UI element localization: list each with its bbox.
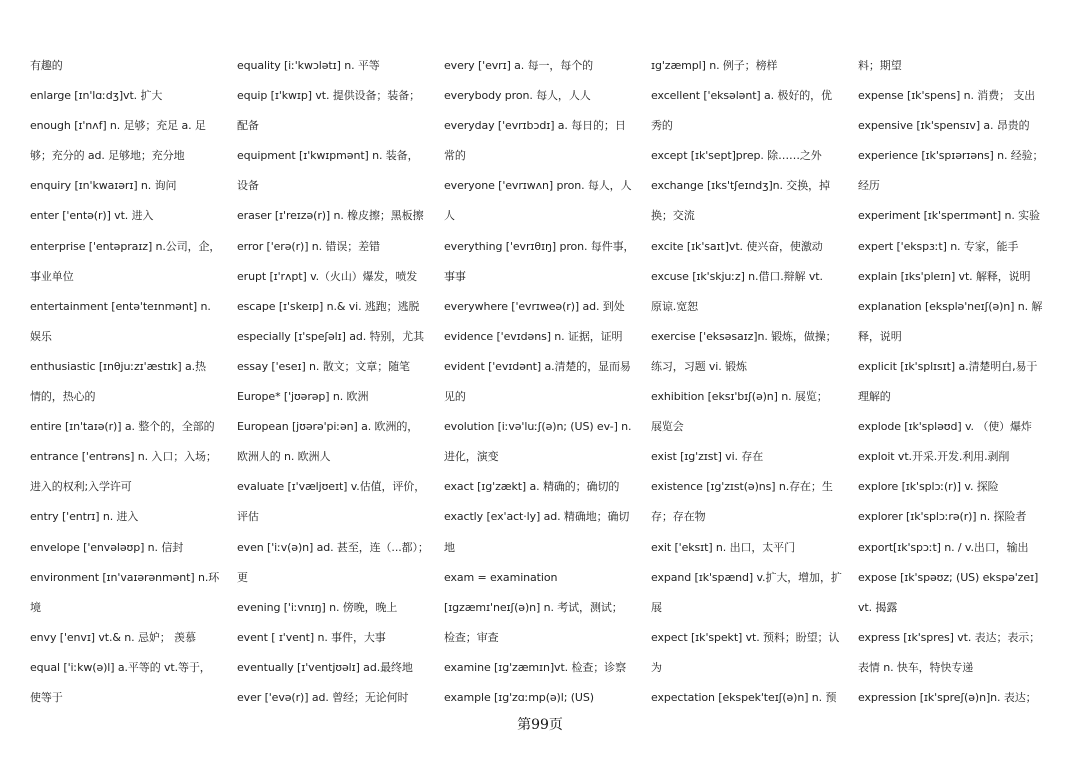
entry-line: enquiry [ɪn'kwaɪərɪ] n. 询问 bbox=[30, 179, 177, 193]
entry-line: exist [ɪg'zɪst] vi. 存在 bbox=[651, 450, 764, 464]
entry-line: enterprise ['entəpraɪz] n.公司，企， bbox=[30, 239, 221, 253]
entry-line: ɪg'zæmpl] n. 例子；榜样 bbox=[651, 59, 778, 72]
entry-line: vt. 揭露 bbox=[858, 600, 898, 614]
entry-line: European [jʊərə'piːən] a. 欧洲的， bbox=[237, 420, 419, 434]
entry-line: explicit [ɪk'splɪsɪt] a.清楚明白,易于 bbox=[858, 359, 1038, 373]
entry-line: expand [ɪk'spænd] v.扩大，增加，扩 bbox=[651, 570, 842, 584]
entry-line: every ['evrɪ] a. 每一，每个的 bbox=[444, 59, 593, 72]
page-number: 第99页 bbox=[517, 717, 563, 733]
entry-line: explanation [eksplə'neɪʃ(ə)n] n. 解 bbox=[858, 299, 1043, 313]
entry-line: excellent ['eksələnt] a. 极好的，优 bbox=[651, 89, 832, 103]
entry-line: existence [ɪg'zɪst(ə)ns] n.存在；生 bbox=[651, 480, 833, 494]
entry-line: equip [ɪ'kwɪp] vt. 提供设备；装备； bbox=[237, 89, 420, 103]
entry-line: express [ɪk'spres] vt. 表达；表示； bbox=[858, 630, 1041, 644]
entry-line: 够；充分的 ad. 足够地；充分地 bbox=[30, 149, 185, 163]
entry-line: exhibition [eksɪ'bɪʃ(ə)n] n. 展览； bbox=[651, 390, 828, 404]
entry-line: 料；期望 bbox=[858, 59, 902, 72]
entry-line: explore [ɪk'splɔː(r)] v. 探险 bbox=[858, 480, 999, 494]
entry-line: except [ɪk'sept]prep. 除……之外 bbox=[651, 149, 822, 163]
entry-line: 展览会 bbox=[651, 420, 684, 434]
entry-line: even ['iːv(ə)n] ad. 甚至，连（...都）； bbox=[237, 540, 429, 554]
entry-line: everyone ['evrɪwʌn] pron. 每人，人 bbox=[444, 179, 632, 193]
column-1 bbox=[30, 51, 230, 713]
entry-line: 事业单位 bbox=[30, 269, 74, 283]
entry-line: environment [ɪn'vaɪərənmənt] n.环 bbox=[30, 570, 220, 584]
entry-line: [ɪgzæmɪ'neɪʃ(ə)n] n. 考试，测试； bbox=[444, 600, 623, 614]
entry-line: exactly [ex'act·ly] ad. 精确地；确切 bbox=[444, 510, 630, 524]
entry-line: 常的 bbox=[444, 149, 466, 163]
entry-line: exit ['eksɪt] n. 出口，太平门 bbox=[651, 540, 795, 554]
entry-line: entrance ['entrəns] n. 入口；入场； bbox=[30, 450, 217, 464]
entry-line: exploit vt.开采.开发.利用.剥削 bbox=[858, 450, 1010, 464]
entry-line: 人 bbox=[444, 209, 455, 223]
entry-line: especially [ɪ'speʃəlɪ] ad. 特别，尤其 bbox=[237, 329, 425, 343]
entry-line: envy ['envɪ] vt.& n. 忌妒； 羡慕 bbox=[30, 630, 196, 644]
entry-line: example [ɪg'zɑːmp(ə)l; (US) bbox=[444, 690, 594, 704]
entry-line: 配备 bbox=[237, 119, 259, 133]
entry-line: escape [ɪ'skeɪp] n.& vi. 逃跑；逃脱 bbox=[237, 299, 420, 313]
entry-line: 情的，热心的 bbox=[30, 390, 96, 404]
entry-line: 使等于 bbox=[30, 690, 63, 704]
entry-line: evaluate [ɪ'væljʊeɪt] v.估值，评价， bbox=[237, 480, 426, 494]
entry-line: enlarge [ɪn'lɑːdʒ]vt. 扩大 bbox=[30, 89, 163, 103]
entry-line: 境 bbox=[30, 600, 41, 614]
entry-line: explode [ɪk'spləʊd] v. （使）爆炸 bbox=[858, 420, 1032, 434]
entry-line: entire [ɪn'taɪə(r)] a. 整个的，全部的 bbox=[30, 420, 215, 434]
entry-line: ever ['evə(r)] ad. 曾经；无论何时 bbox=[237, 690, 409, 704]
entry-line: evident ['evɪdənt] a.清楚的，显而易 bbox=[444, 359, 631, 373]
entry-line: evening ['iːvnɪŋ] n. 傍晚，晚上 bbox=[237, 600, 398, 614]
entry-line: essay ['eseɪ] n. 散文；文章；随笔 bbox=[237, 359, 410, 373]
entry-line: everybody pron. 每人，人人 bbox=[444, 89, 591, 103]
entry-line: 释，说明 bbox=[858, 329, 902, 343]
entry-line: experiment [ɪk'sperɪmənt] n. 实验 bbox=[858, 209, 1040, 223]
entry-line: eventually [ɪ'ventjʊəlɪ] ad.最终地 bbox=[237, 660, 413, 674]
entry-line: examine [ɪg'zæmɪn]vt. 检查；诊察 bbox=[444, 660, 626, 674]
entry-line: excite [ɪk'saɪt]vt. 使兴奋，使激动 bbox=[651, 239, 823, 253]
entry-line: Europe* ['jʊərəp] n. 欧洲 bbox=[237, 390, 369, 404]
entry-line: equipment [ɪ'kwɪpmənt] n. 装备， bbox=[237, 149, 419, 163]
entry-line: 欧洲人的 n. 欧洲人 bbox=[237, 450, 331, 464]
entry-line: evolution [iːvə'luːʃ(ə)n; (US) ev-] n. bbox=[444, 420, 632, 434]
entry-line: error ['erə(r)] n. 错误；差错 bbox=[237, 239, 380, 253]
entry-line: enough [ɪ'nʌf] n. 足够；充足 a. 足 bbox=[30, 119, 206, 133]
entry-line: 秀的 bbox=[651, 119, 673, 133]
entry-line: entertainment [entə'teɪnmənt] n. bbox=[30, 299, 211, 313]
entry-line: equal ['iːkw(ə)l] a.平等的 vt.等于， bbox=[30, 660, 211, 674]
column-2 bbox=[237, 51, 437, 713]
entry-line: 进入的权利;入学许可 bbox=[30, 480, 132, 494]
entry-line: entry ['entrɪ] n. 进入 bbox=[30, 510, 139, 524]
column-3 bbox=[444, 51, 644, 713]
entry-line: 娱乐 bbox=[30, 329, 52, 343]
entry-line: 练习，习题 vi. 锻炼 bbox=[651, 359, 747, 373]
entry-line: everything ['evrɪθɪŋ] pron. 每件事， bbox=[444, 239, 635, 253]
entry-line: 评估 bbox=[237, 510, 259, 524]
entry-line: 展 bbox=[651, 600, 662, 614]
entry-line: 有趣的 bbox=[30, 59, 63, 72]
entry-line: 表情 n. 快车，特快专递 bbox=[858, 660, 974, 674]
entry-line: 设备 bbox=[237, 179, 259, 193]
entry-line: explain [ɪks'pleɪn] vt. 解释，说明 bbox=[858, 269, 1031, 283]
entry-line: 原谅.宽恕 bbox=[651, 299, 698, 313]
column-5 bbox=[858, 51, 1058, 713]
entry-line: equality [iː'kwɔlətɪ] n. 平等 bbox=[237, 59, 380, 72]
entry-line: 为 bbox=[651, 660, 662, 674]
entry-line: 地 bbox=[444, 540, 455, 554]
entry-line: 见的 bbox=[444, 390, 466, 404]
entry-line: everyday ['evrɪbɔdɪ] a. 每日的；日 bbox=[444, 119, 626, 133]
entry-line: 经历 bbox=[858, 179, 880, 193]
entry-line: 存；存在物 bbox=[651, 510, 706, 524]
entry-line: envelope ['envələʊp] n. 信封 bbox=[30, 540, 184, 554]
entry-line: expert ['ekspɜːt] n. 专家，能手 bbox=[858, 239, 1019, 253]
entry-line: eraser [ɪ'reɪzə(r)] n. 橡皮擦；黑板擦 bbox=[237, 209, 424, 223]
entry-line: expectation [ekspek'teɪʃ(ə)n] n. 预 bbox=[651, 690, 837, 704]
entry-line: 事事 bbox=[444, 269, 466, 283]
entry-line: exact [ɪg'zækt] a. 精确的；确切的 bbox=[444, 480, 620, 494]
entry-line: 更 bbox=[237, 570, 248, 584]
entry-line: event [ ɪ'vent] n. 事件，大事 bbox=[237, 630, 386, 644]
entry-line: expensive [ɪk'spensɪv] a. 昂贵的 bbox=[858, 119, 1030, 133]
entry-line: exchange [ɪks'tʃeɪndʒ]n. 交换，掉 bbox=[651, 179, 830, 193]
entry-line: expect [ɪk'spekt] vt. 预料；盼望；认 bbox=[651, 630, 840, 644]
entry-line: expose [ɪk'spəʊz; (US) ekspə'zeɪ] bbox=[858, 570, 1039, 584]
entry-line: exercise ['eksəsaɪz]n. 锻炼，做操； bbox=[651, 329, 837, 343]
entry-line: enthusiastic [ɪnθjuːzɪ'æstɪk] a.热 bbox=[30, 359, 206, 373]
entry-line: exam = examination bbox=[444, 570, 558, 584]
entry-line: enter ['entə(r)] vt. 进入 bbox=[30, 209, 154, 223]
entry-line: erupt [ɪ'rʌpt] v.（火山）爆发，喷发 bbox=[237, 269, 418, 283]
entry-line: expense [ɪk'spens] n. 消费； 支出 bbox=[858, 89, 1036, 103]
entry-line: 换；交流 bbox=[651, 209, 695, 223]
entry-line: 理解的 bbox=[858, 390, 891, 404]
entry-line: 检查；审查 bbox=[444, 630, 499, 644]
entry-line: everywhere ['evrɪweə(r)] ad. 到处 bbox=[444, 299, 625, 313]
entry-line: experience [ɪk'spɪərɪəns] n. 经验； bbox=[858, 149, 1044, 163]
entry-line: explorer [ɪk'splɔːrə(r)] n. 探险者 bbox=[858, 510, 1027, 524]
entry-line: excuse [ɪk'skjuːz] n.借口.辩解 vt. bbox=[651, 269, 823, 283]
entry-line: evidence ['evɪdəns] n. 证据，证明 bbox=[444, 329, 623, 343]
column-4 bbox=[651, 51, 851, 713]
entry-line: expression [ɪk'spreʃ(ə)n]n. 表达； bbox=[858, 690, 1037, 704]
entry-line: export[ɪk'spɔːt] n. / v.出口，输出 bbox=[858, 540, 1029, 554]
entry-line: 进化，演变 bbox=[444, 450, 499, 464]
